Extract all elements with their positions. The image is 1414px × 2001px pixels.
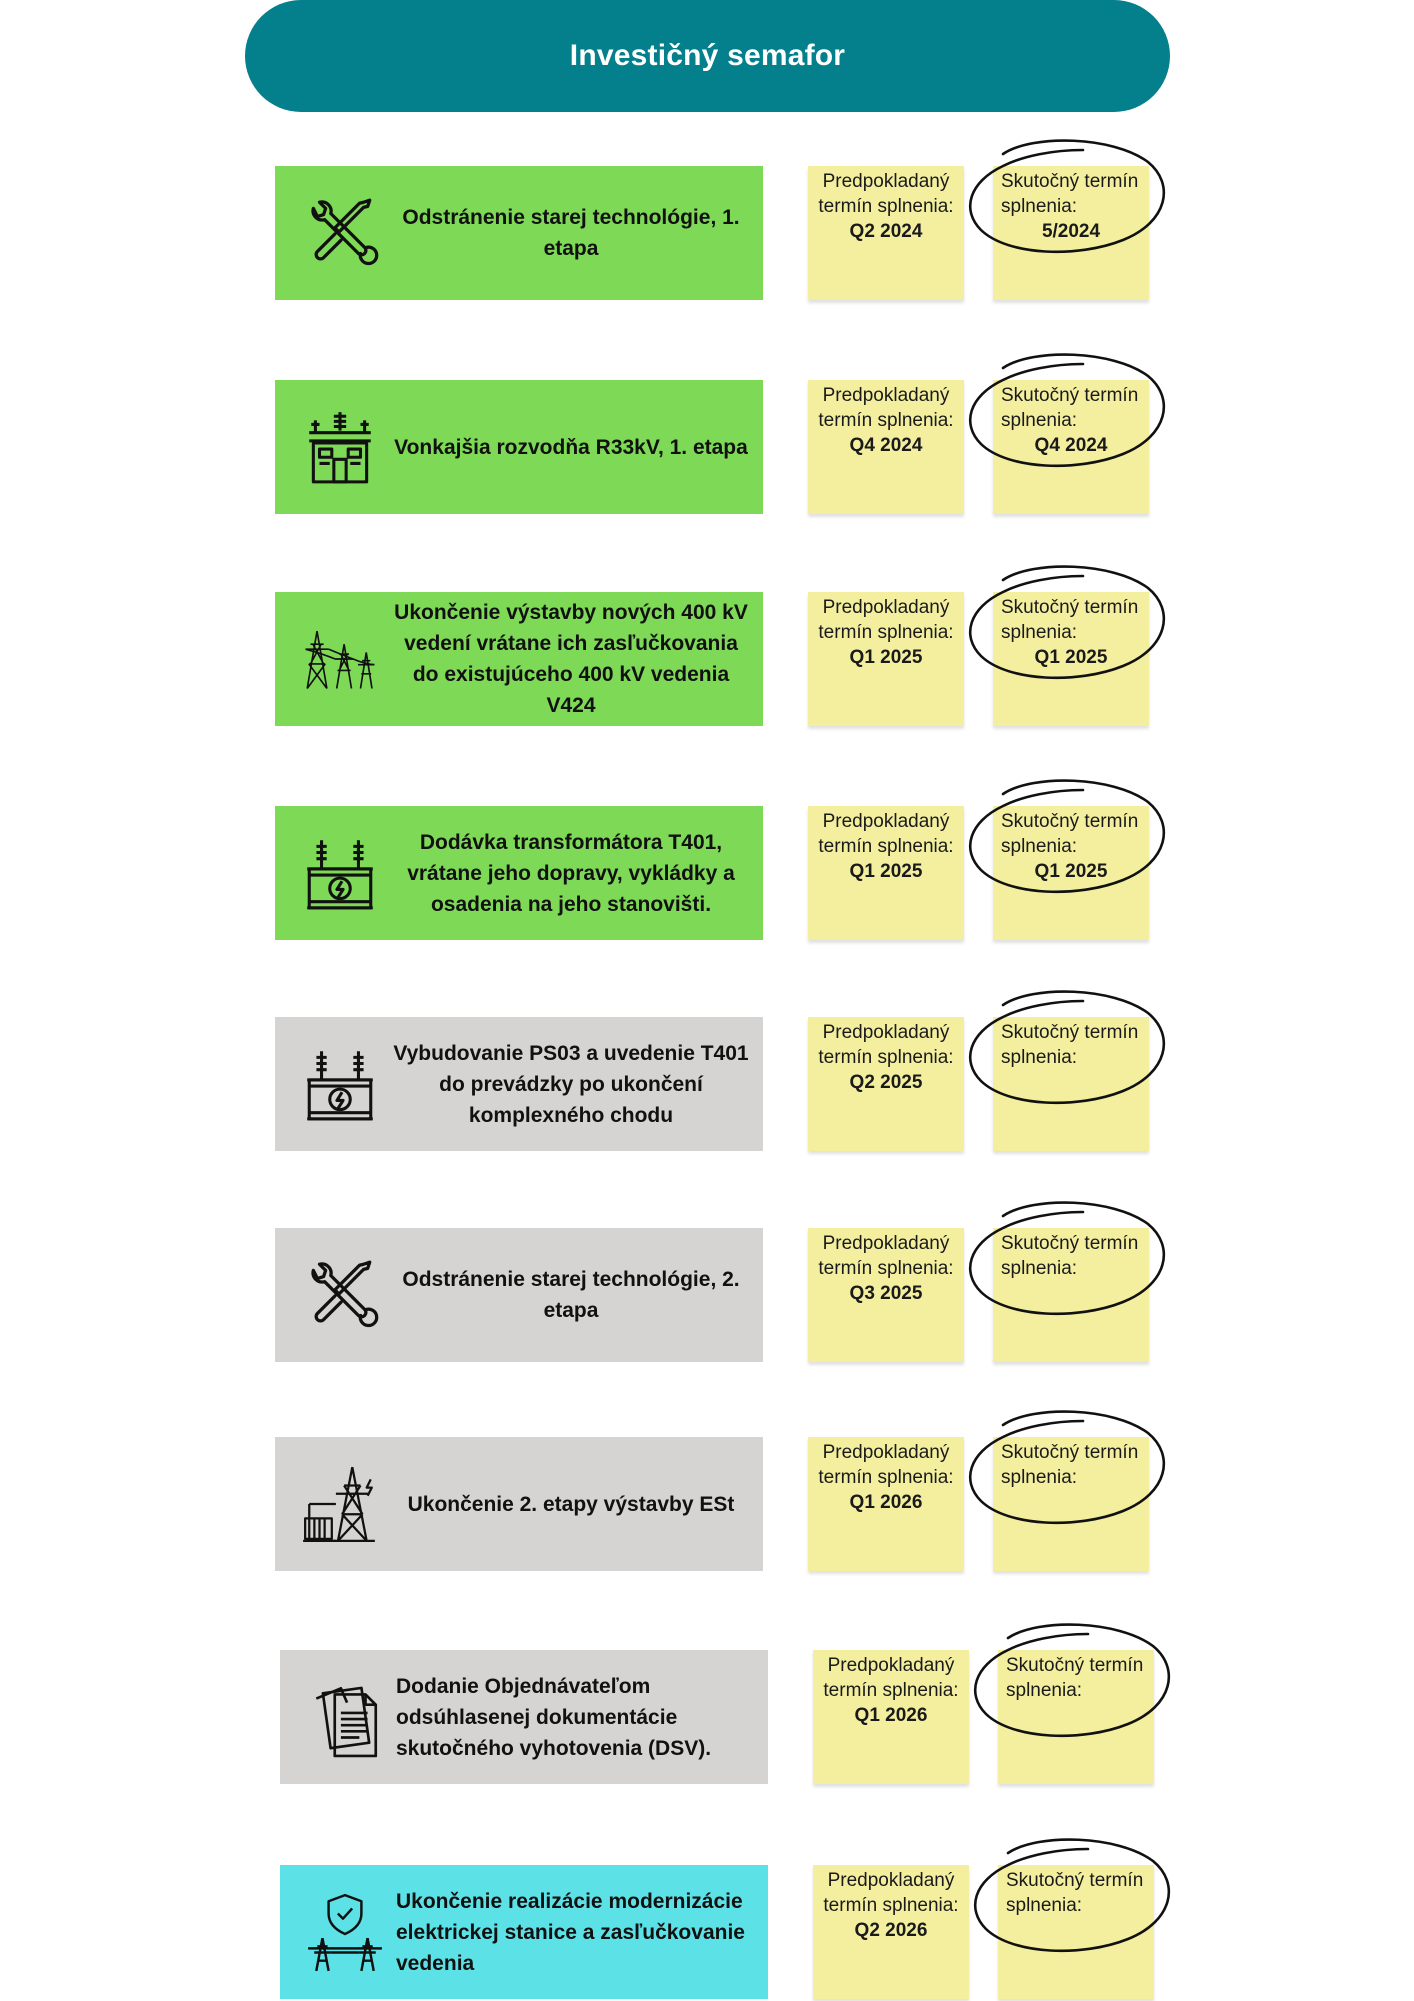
actual-date-label: Skutočný termín splnenia:: [1001, 1233, 1139, 1279]
milestone-row: [280, 1865, 1180, 2001]
planned-date-label: Predpokladaný termín splnenia:: [818, 1442, 954, 1488]
planned-date-value: Q1 2026: [849, 1492, 923, 1513]
milestone-task: [275, 1228, 763, 1362]
actual-date-value: 5/2024: [1041, 221, 1101, 242]
milestone-title: Odstránenie starej technológie, 2. etapa: [402, 1268, 740, 1322]
power-towers-icon: [295, 614, 385, 704]
actual-date-note: [993, 166, 1149, 300]
planned-date-label: Predpokladaný termín splnenia:: [818, 171, 954, 217]
actual-date-label: Skutočný termín splnenia:: [1006, 1870, 1144, 1916]
actual-date-label: Skutočný termín splnenia:: [1001, 1022, 1139, 1068]
planned-date-value: Q1 2026: [854, 1705, 928, 1726]
milestone-title: Dodávka transformátora T401, vrátane jeho dopravy, vykládky a osadenia na jeho stanovišti.: [407, 830, 735, 916]
milestone-title: Ukončenie výstavby nových 400 kV vedení vrátane ich zasľučkovania do existujúceho 400 kV vedenia V424: [394, 601, 748, 717]
page-title: Investičný semafor: [569, 39, 846, 72]
actual-date-note: [993, 1228, 1149, 1362]
actual-date-label: Skutočný termín splnenia:: [1001, 597, 1139, 643]
actual-date-note: [993, 1017, 1149, 1151]
actual-date-value: Q1 2025: [1034, 861, 1108, 882]
planned-date-label: Predpokladaný termín splnenia:: [818, 597, 954, 643]
actual-date-label: Skutočný termín splnenia:: [1001, 811, 1139, 857]
milestone-task: [275, 1017, 763, 1151]
wrench-screwdriver-icon: [295, 188, 385, 278]
planned-date-note: [813, 1650, 969, 1784]
planned-date-label: Predpokladaný termín splnenia:: [823, 1870, 959, 1916]
milestone-task: [280, 1865, 768, 1999]
actual-date-note: [993, 806, 1149, 940]
page-header: [245, 0, 1170, 112]
milestone-title: Ukončenie 2. etapy výstavby ESt: [407, 1492, 735, 1516]
milestone-title: Vybudovanie PS03 a uvedenie T401 do prevádzky po ukončení komplexného chodu: [393, 1041, 749, 1127]
substation-icon: [295, 402, 385, 492]
milestone-row: [275, 380, 1175, 516]
transformer-icon: [295, 1039, 385, 1129]
planned-date-label: Predpokladaný termín splnenia:: [818, 1233, 954, 1279]
milestone-row: [275, 1017, 1175, 1153]
shield-towers-icon: [300, 1887, 390, 1977]
milestone-title: Ukončenie realizácie modernizácie elektrickej stanice a zasľučkovanie vedenia: [396, 1889, 745, 1975]
milestone-row: [275, 1228, 1175, 1364]
planned-date-label: Predpokladaný termín splnenia:: [818, 385, 954, 431]
wrench-screwdriver-icon: [295, 1250, 385, 1340]
actual-date-label: Skutočný termín splnenia:: [1001, 385, 1139, 431]
milestone-row: [275, 592, 1175, 728]
transformer-icon: [295, 828, 385, 918]
power-station-icon: [295, 1459, 385, 1549]
milestone-row: [275, 166, 1175, 302]
actual-date-note: [998, 1865, 1154, 1999]
milestone-task: [275, 380, 763, 514]
actual-date-label: Skutočný termín splnenia:: [1001, 1442, 1139, 1488]
milestone-row: [280, 1650, 1180, 1786]
planned-date-label: Predpokladaný termín splnenia:: [823, 1655, 959, 1701]
planned-date-label: Predpokladaný termín splnenia:: [818, 811, 954, 857]
milestone-row: [275, 806, 1175, 942]
actual-date-value: Q1 2025: [1034, 647, 1108, 668]
planned-date-note: [808, 806, 964, 940]
documents-icon: [300, 1672, 390, 1762]
planned-date-value: Q2 2024: [849, 221, 923, 242]
actual-date-label: Skutočný termín splnenia:: [1006, 1655, 1144, 1701]
milestone-row: [275, 1437, 1175, 1573]
actual-date-label: Skutočný termín splnenia:: [1001, 171, 1139, 217]
milestone-task: [275, 166, 763, 300]
actual-date-note: [993, 1437, 1149, 1571]
planned-date-value: Q3 2025: [849, 1283, 923, 1304]
actual-date-note: [993, 592, 1149, 726]
milestone-title: Odstránenie starej technológie, 1. etapa: [402, 206, 740, 260]
planned-date-value: Q1 2025: [849, 647, 923, 668]
milestone-title: Dodanie Objednávateľom odsúhlasenej dokumentácie skutočného vyhotovenia (DSV).: [396, 1674, 712, 1760]
planned-date-value: Q1 2025: [849, 861, 923, 882]
planned-date-note: [813, 1865, 969, 1999]
planned-date-value: Q2 2025: [849, 1072, 923, 1093]
milestone-task: [280, 1650, 768, 1784]
actual-date-note: [998, 1650, 1154, 1784]
planned-date-note: [808, 380, 964, 514]
planned-date-note: [808, 1228, 964, 1362]
actual-date-value: Q4 2024: [1034, 435, 1108, 456]
milestone-task: [275, 592, 763, 726]
milestone-title: Vonkajšia rozvodňa R33kV, 1. etapa: [394, 435, 748, 459]
planned-date-note: [808, 166, 964, 300]
milestone-task: [275, 806, 763, 940]
planned-date-note: [808, 1017, 964, 1151]
planned-date-note: [808, 1437, 964, 1571]
planned-date-label: Predpokladaný termín splnenia:: [818, 1022, 954, 1068]
planned-date-value: Q4 2024: [849, 435, 923, 456]
actual-date-note: [993, 380, 1149, 514]
milestone-task: [275, 1437, 763, 1571]
planned-date-note: [808, 592, 964, 726]
planned-date-value: Q2 2026: [854, 1920, 928, 1941]
